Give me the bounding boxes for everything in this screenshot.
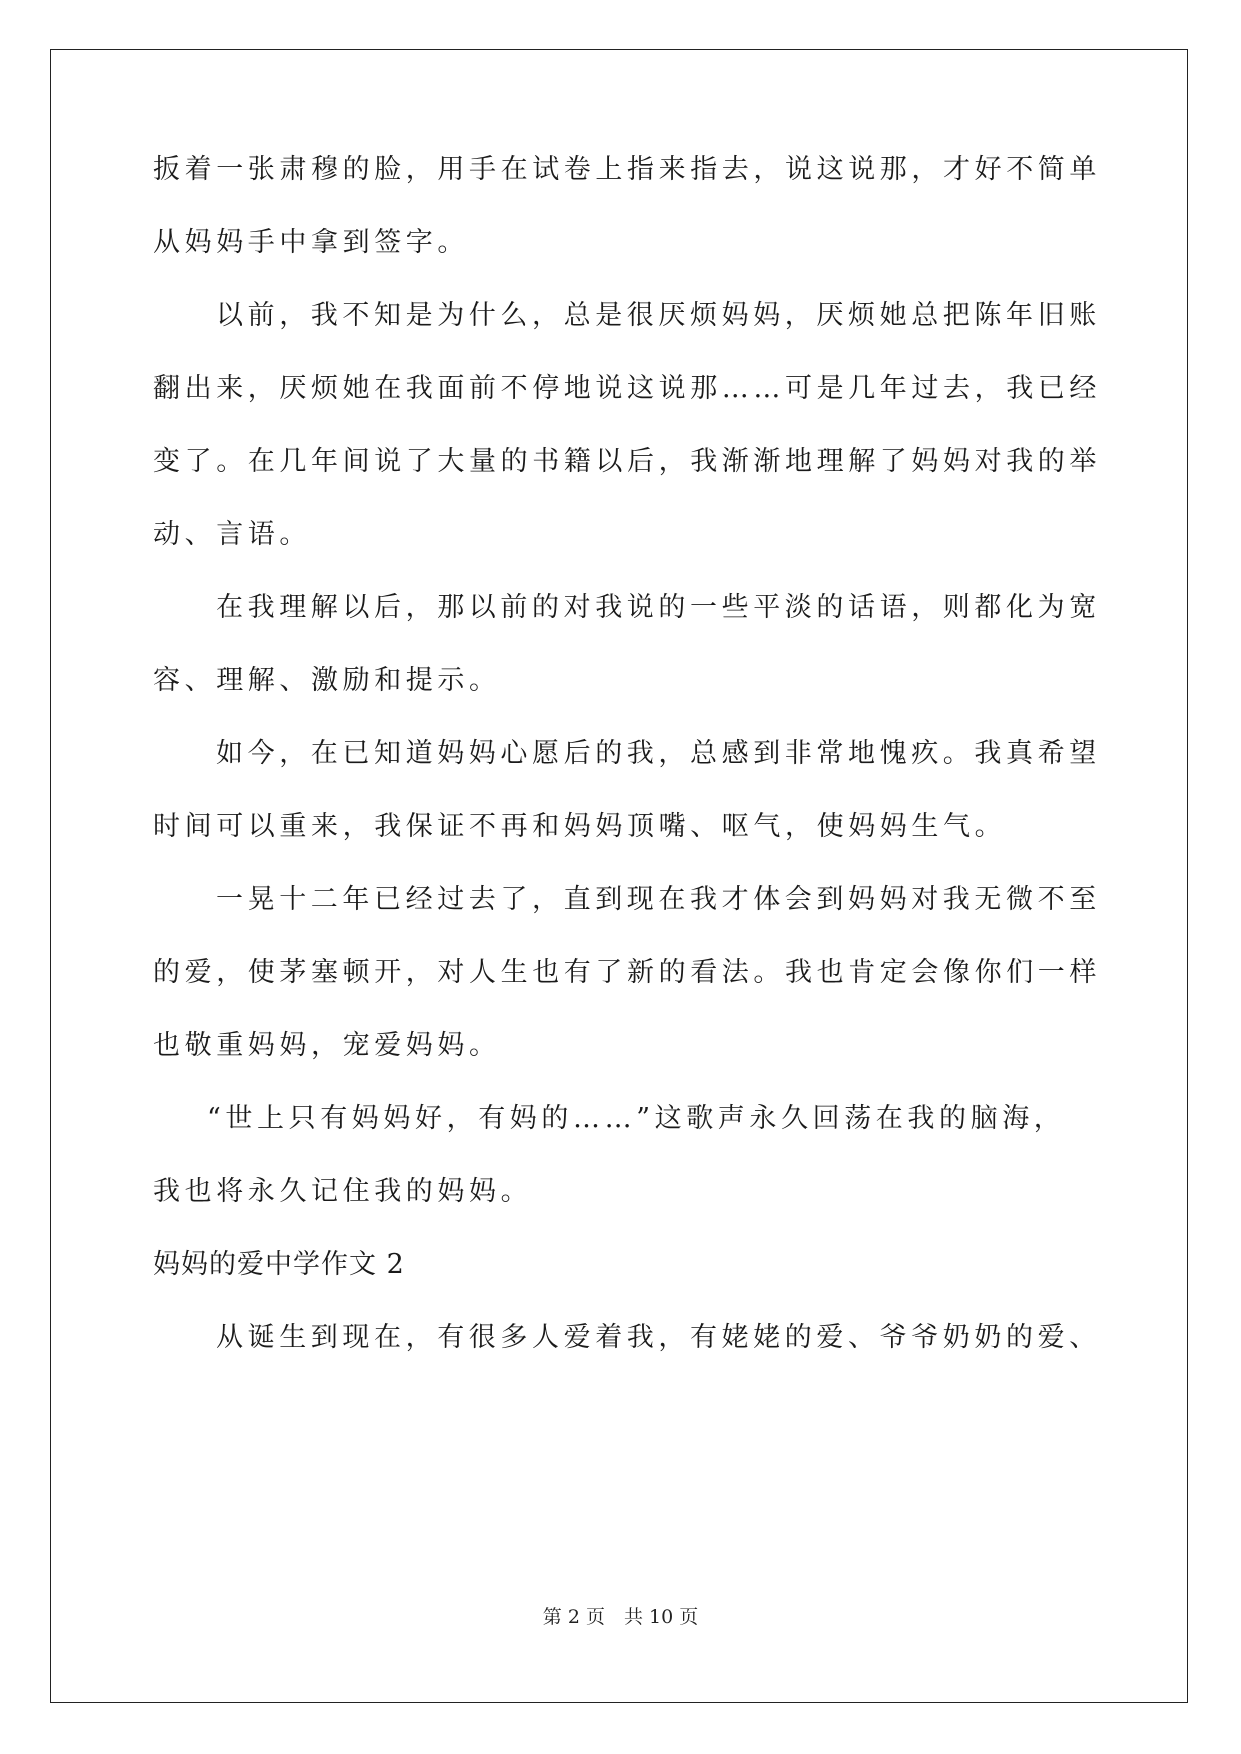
text-line: 容、理解、激励和提示。 xyxy=(153,665,501,696)
text-line: 在我理解以后，那以前的对我说的一些平淡的话语，则都化为宽 xyxy=(216,592,1101,623)
text-line: 从妈妈手中拿到签字。 xyxy=(153,227,469,258)
text-line: 一晃十二年已经过去了，直到现在我才体会到妈妈对我无微不至 xyxy=(216,884,1101,915)
text-line: 以前，我不知是为什么，总是很厌烦妈妈，厌烦她总把陈年旧账 xyxy=(216,300,1101,331)
section-heading: 妈妈的爱中学作文 2 xyxy=(153,1249,405,1280)
text-line: 翻出来，厌烦她在我面前不停地说这说那……可是几年过去，我已经 xyxy=(153,373,1101,404)
text-line: 扳着一张肃穆的脸，用手在试卷上指来指去，说这说那，才好不简单 xyxy=(153,154,1101,185)
text-line: 也敬重妈妈，宠爱妈妈。 xyxy=(153,1030,501,1061)
text-line: 时间可以重来，我保证不再和妈妈顶嘴、呕气，使妈妈生气。 xyxy=(153,811,1007,842)
page-border xyxy=(50,49,1188,1703)
page-number-footer: 第 2 页 共 10 页 xyxy=(542,1606,699,1628)
text-line: 变了。在几年间说了大量的书籍以后，我渐渐地理解了妈妈对我的举 xyxy=(153,446,1101,477)
text-line: 动、言语。 xyxy=(153,519,311,550)
text-line: 从诞生到现在，有很多人爱着我，有姥姥的爱、爷爷奶奶的爱、 xyxy=(216,1322,1101,1353)
text-line: 如今，在已知道妈妈心愿后的我，总感到非常地愧疚。我真希望 xyxy=(216,738,1101,769)
text-line: 的爱，使茅塞顿开，对人生也有了新的看法。我也肯定会像你们一样 xyxy=(153,957,1101,988)
text-line: “世上只有妈妈好，有妈的……”这歌声永久回荡在我的脑海， xyxy=(207,1103,1066,1134)
text-line: 我也将永久记住我的妈妈。 xyxy=(153,1176,533,1207)
